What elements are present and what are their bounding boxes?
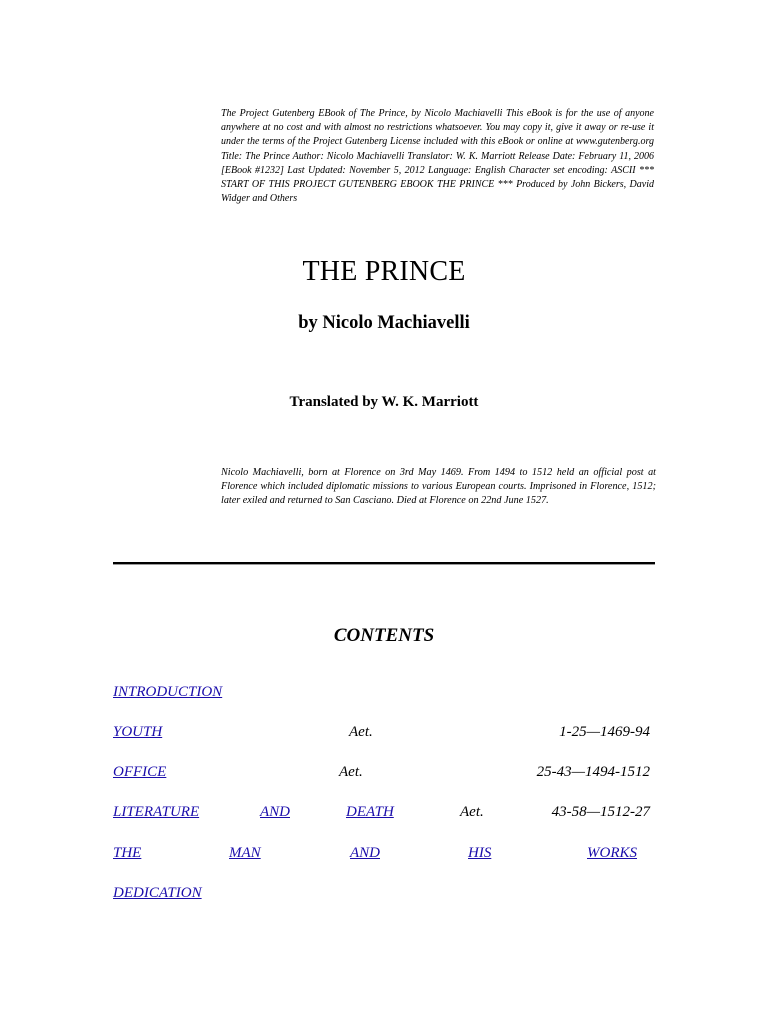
author-bio: Nicolo Machiavelli, born at Florence on 3rd May 1469. From 1494 to 1512 held an official post at Florence which included diplomatic missions to various European courts. Imprisoned in Florence, 1512; later exiled and returned to San Casciano. Died at Florence on 22nd June 1527. bbox=[221, 467, 656, 507]
toc-link-literature-death[interactable]: DEATH bbox=[346, 804, 394, 820]
toc-row-youth bbox=[113, 722, 650, 742]
horizontal-rule bbox=[113, 562, 655, 565]
toc-row-man-and-works bbox=[113, 843, 650, 863]
toc-age-range: 25-43—1494-1512 bbox=[536, 764, 650, 780]
contents-heading: CONTENTS bbox=[333, 625, 435, 646]
toc-aet-label: Aet. bbox=[349, 724, 373, 740]
toc-link-his[interactable]: HIS bbox=[468, 845, 492, 861]
toc-aet-label: Aet. bbox=[460, 804, 484, 820]
toc-link-dedication[interactable]: DEDICATION bbox=[113, 885, 202, 901]
book-title: THE PRINCE bbox=[302, 256, 466, 287]
toc-link-youth[interactable]: YOUTH bbox=[113, 724, 163, 740]
toc-link-works[interactable]: WORKS bbox=[587, 845, 637, 861]
toc-aet-label: Aet. bbox=[339, 764, 363, 780]
toc-row-office bbox=[113, 762, 650, 782]
toc-link-office[interactable]: OFFICE bbox=[113, 764, 167, 780]
toc-link-introduction[interactable]: INTRODUCTION bbox=[113, 684, 223, 700]
toc-row-dedication bbox=[113, 883, 650, 903]
toc-row-introduction bbox=[113, 682, 650, 702]
toc-link-the[interactable]: THE bbox=[113, 845, 142, 861]
toc-row-literature bbox=[113, 802, 650, 822]
toc-age-range: 1-25—1469-94 bbox=[559, 724, 650, 740]
toc-link-man[interactable]: MAN bbox=[229, 845, 261, 861]
toc-link-literature[interactable]: LITERATURE bbox=[113, 804, 200, 820]
toc-link-literature-and[interactable]: AND bbox=[260, 804, 290, 820]
toc-age-range: 43-58—1512-27 bbox=[551, 804, 650, 820]
toc-link-and[interactable]: AND bbox=[350, 845, 380, 861]
author-byline: by Nicolo Machiavelli bbox=[298, 313, 470, 333]
gutenberg-header-note: The Project Gutenberg EBook of The Prince, by Nicolo Machiavelli This eBook is for the use of anyone anywhere at no cost and with almost no restrictions whatsoever. You may copy it, give it away or re-use it under the terms of the Project Gutenberg License included with this eBook or online at www.gutenberg.org Title: The Prince Author: Nicolo Machiavelli Translator: W. K. Marriott Release Date: February 11, 2006 [EBook #1232] Last Updated: November 5, 2012 Language: English Character set encoding: ASCII *** START OF THIS PROJECT GUTENBERG EBOOK THE PRINCE *** Produced by John Bickers, David Widger and Others bbox=[221, 108, 654, 205]
translator-line: Translated by W. K. Marriott bbox=[289, 394, 479, 410]
